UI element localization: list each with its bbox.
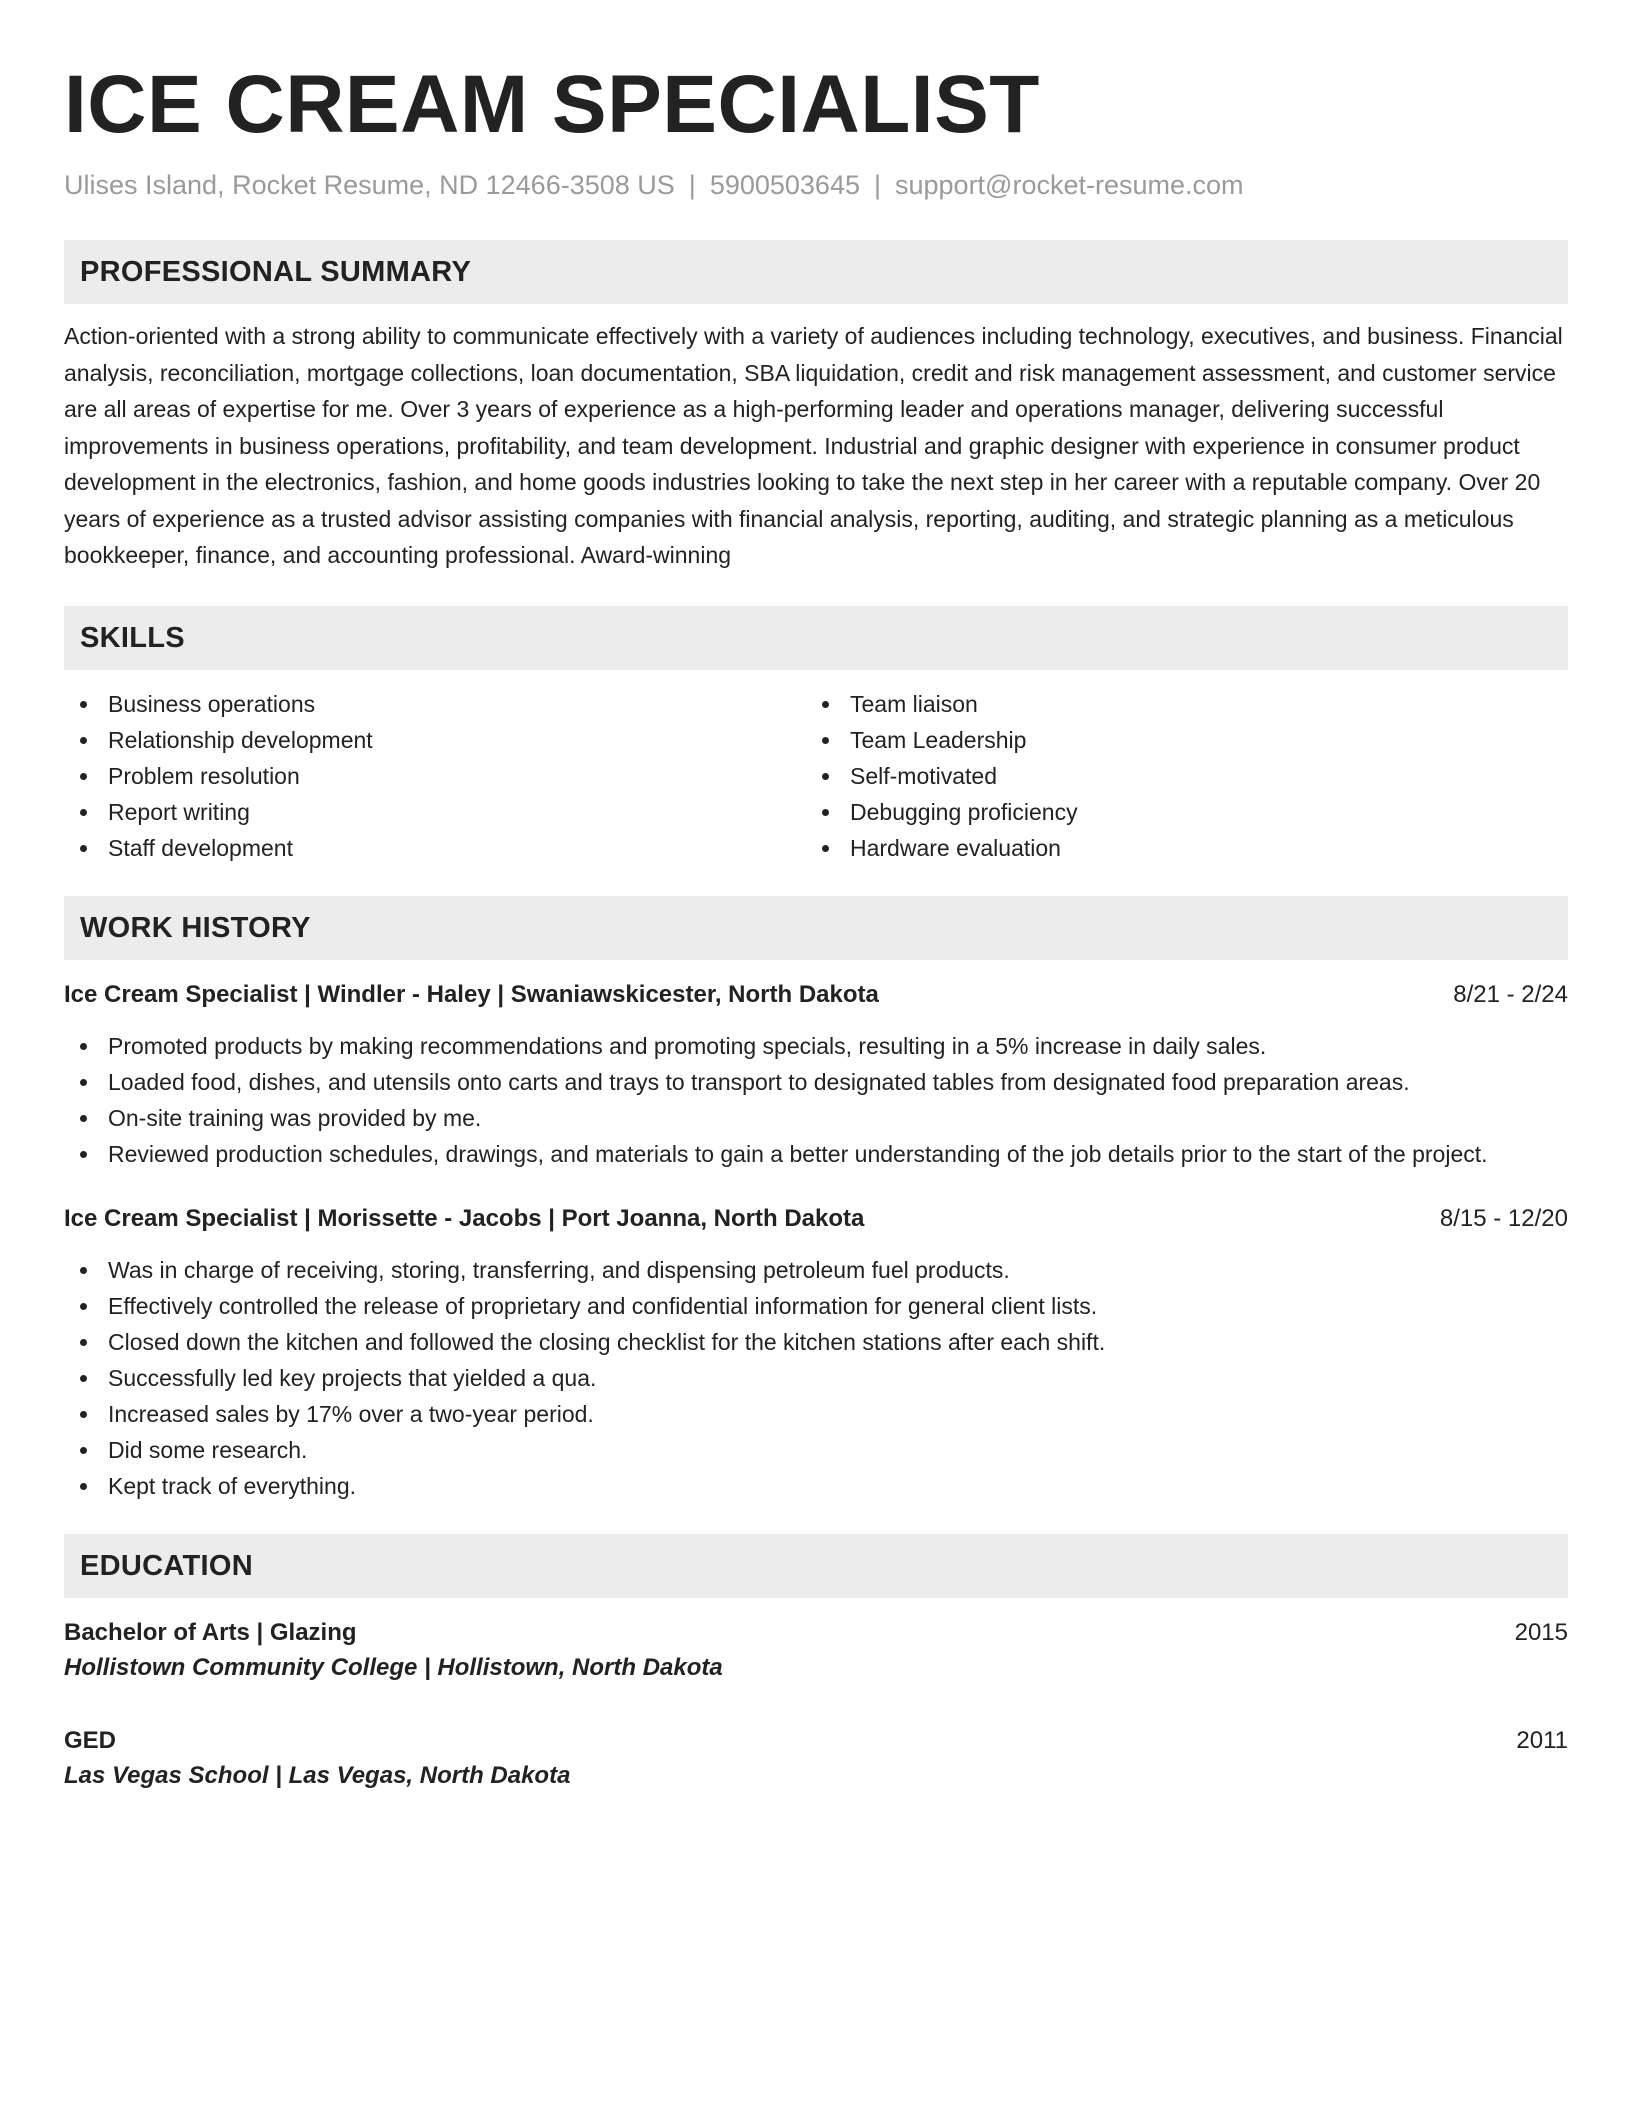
work-section-header: WORK HISTORY	[64, 896, 1568, 960]
job-bullet: Increased sales by 17% over a two-year period.	[64, 1396, 1568, 1432]
skill-item: Problem resolution	[64, 758, 806, 794]
job-title: Ice Cream Specialist | Morissette - Jacobs | Port Joanna, North Dakota	[64, 1204, 865, 1232]
contact-separator: |	[688, 170, 696, 200]
skills-column-right	[806, 686, 1548, 866]
job-bullet: Closed down the kitchen and followed the closing checklist for the kitchen stations after each shift.	[64, 1324, 1568, 1360]
job-entry	[64, 978, 1568, 1172]
contact-separator: |	[873, 170, 881, 200]
skill-item: Debugging proficiency	[806, 794, 1548, 830]
job-bullet: Did some research.	[64, 1432, 1568, 1468]
education-header	[64, 1616, 1568, 1650]
skill-item: Relationship development	[64, 722, 806, 758]
contact-address: Ulises Island, Rocket Resume, ND 12466-3508 US	[64, 170, 675, 200]
skill-item: Staff development	[64, 830, 806, 866]
job-entry	[64, 1202, 1568, 1504]
skill-item: Report writing	[64, 794, 806, 830]
job-bullet: Loaded food, dishes, and utensils onto carts and trays to transport to designated tables from designated food preparation areas.	[64, 1064, 1568, 1100]
skills-list	[64, 686, 1568, 866]
skill-item: Team Leadership	[806, 722, 1548, 758]
skills-column-left	[64, 686, 806, 866]
job-bullet: On-site training was provided by me.	[64, 1100, 1568, 1136]
education-entry	[64, 1724, 1568, 1794]
education-header	[64, 1724, 1568, 1758]
skill-item: Self-motivated	[806, 758, 1548, 794]
contact-phone: 5900503645	[709, 170, 860, 200]
skills-section-header: SKILLS	[64, 606, 1568, 670]
job-bullet: Kept track of everything.	[64, 1468, 1568, 1504]
summary-section-header: PROFESSIONAL SUMMARY	[64, 240, 1568, 304]
job-bullet: Promoted products by making recommendations and promoting specials, resulting in a 5% increase in daily sales.	[64, 1028, 1568, 1064]
education-section-header: EDUCATION	[64, 1534, 1568, 1598]
education-school: Hollistown Community College | Hollistown, North Dakota	[64, 1653, 723, 1681]
skill-item: Hardware evaluation	[806, 830, 1548, 866]
job-bullet: Effectively controlled the release of proprietary and confidential information for general client lists.	[64, 1288, 1568, 1324]
skill-item: Team liaison	[806, 686, 1548, 722]
job-dates: 8/15 - 12/20	[1439, 1204, 1568, 1232]
job-title: Ice Cream Specialist | Windler - Haley | Swaniawskicester, North Dakota	[64, 980, 879, 1008]
candidate-name: ICE CREAM SPECIALIST	[64, 59, 1040, 150]
contact-email: support@rocket-resume.com	[895, 170, 1244, 200]
skill-item: Business operations	[64, 686, 806, 722]
job-header	[64, 1202, 1568, 1236]
summary-text: Action-oriented with a strong ability to communicate effectively with a variety of audiences including technology, executives, and business. Financial analysis, reconciliation, mortgage collections, loan documentation, SBA liquidation, credit and risk management assessment, and customer service are all areas of expertise for me. Over 3 years of experience as a high-performing leader and operations manager, delivering successful improvements in business operations, profitability, and team development. Industrial and graphic designer with experience in consumer product development in the electronics, fashion, and home goods industries looking to take the next step in her career with a reputable company. Over 20 years of experience as a trusted advisor assisting companies with financial analysis, reporting, auditing, and strategic planning as a meticulous bookkeeper, finance, and accounting professional. Award-winning	[64, 323, 1563, 568]
job-bullet: Was in charge of receiving, storing, transferring, and dispensing petroleum fuel products.	[64, 1252, 1568, 1288]
job-bullet: Successfully led key projects that yielded a qua.	[64, 1360, 1568, 1396]
education-year: 2015	[1514, 1618, 1568, 1646]
education-school: Las Vegas School | Las Vegas, North Dakota	[64, 1761, 571, 1789]
job-bullet: Reviewed production schedules, drawings, and materials to gain a better understanding of the job details prior to the start of the project.	[64, 1136, 1568, 1172]
education-degree: Bachelor of Arts | Glazing	[64, 1618, 357, 1646]
education-entry	[64, 1616, 1568, 1686]
job-dates: 8/21 - 2/24	[1453, 980, 1568, 1008]
job-header	[64, 978, 1568, 1012]
job-bullets	[64, 1028, 1568, 1172]
job-bullets	[64, 1252, 1568, 1504]
education-year: 2011	[1516, 1726, 1568, 1754]
contact-line	[64, 168, 1568, 202]
resume-page	[64, 0, 1568, 1794]
education-degree: GED	[64, 1726, 117, 1754]
